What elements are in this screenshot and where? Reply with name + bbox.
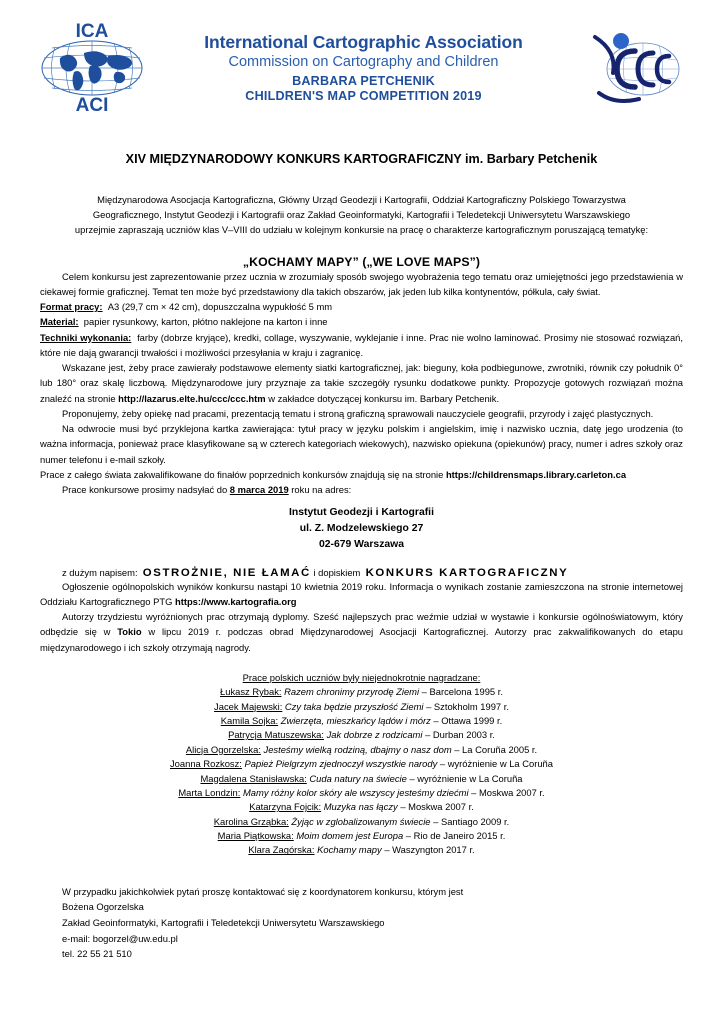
award-entry-name: Karolina Grząbka: xyxy=(213,815,289,827)
award-entry-work: Papież Pielgrzym zjednoczył wszystkie narody xyxy=(241,758,440,770)
caution-prefix: z dużym napisem: xyxy=(62,566,138,578)
deadline-prefix: Prace konkursowe prosimy nadsyłać do xyxy=(62,483,230,495)
deadline-date: 8 marca 2019 xyxy=(229,483,289,495)
award-entry-work: Zwierzęta, mieszkańcy lądów i mórz xyxy=(278,714,434,726)
award-entry xyxy=(40,743,683,757)
award-entry xyxy=(40,815,683,829)
ccc-logo xyxy=(583,27,683,109)
award-entry-place: – Sztokholm 1997 r. xyxy=(426,700,509,712)
lazarus-url[interactable]: http://lazarus.elte.hu/ccc/ccc.htm xyxy=(118,392,266,404)
award-entry-name: Kamila Sojka: xyxy=(220,714,279,726)
techniques-value: farby (dobrze kryjące), kredki, collage, wyszywanie, wyklejanie i inne. Prac nie wolno laminować. Prosimy nie stosować rozwiązań, które nie dają gwarancji trwałości i możliwości przesyłania w kraju i zagranicę. xyxy=(40,331,683,358)
kartografia-url[interactable]: https://www.kartografia.org xyxy=(174,595,297,607)
caution-middle: i dopiskiem xyxy=(313,566,361,578)
caution-text-primary: OSTROŻNIE, NIE ŁAMAĆ xyxy=(142,566,311,579)
award-entry-work: Jak dobrze z rodzicami xyxy=(323,729,426,741)
award-entry-work: Muzyka nas łączy xyxy=(321,801,401,813)
format-line xyxy=(40,299,683,314)
award-entry-place: – Moskwa 2007 r. xyxy=(471,786,545,798)
paragraph-goal: Celem konkursu jest zaprezentowanie przez ucznia w zrozumiały sposób swojego wyobrażenia tego tematu oraz umiejętności jego przedstawienia w ciekawej formie graficznej. Temat ten może być przedstawiony dla takich obszarów, jak jeden lub kilka kontynentów, półkula, cały świat. xyxy=(40,270,683,297)
award-entry-work: Jesteśmy wielką rodziną, dbajmy o nasz dom xyxy=(260,743,455,755)
techniques-line xyxy=(40,330,683,360)
paragraph-grid-text-1: Wskazane jest, żeby prace zawierały podstawowe elementy siatki kartograficznej, jak: bieguny, koła podbiegunowe, zwrotniki, równik czy południk 0° lub 180° oraz skalę liczbową. Międzynarodowe jury przyznaje za takie szczegóły rysunku dodatkowe punkty. Propozycje gotowych rozwiązań można znaleźć na stronie xyxy=(40,362,683,404)
award-entry-work: Żyjąc w zglobalizowanym świecie xyxy=(288,815,434,827)
document-header xyxy=(40,0,683,116)
awards-rows xyxy=(40,685,683,858)
award-entry-work: Czy taka będzie przyszłość Ziemi xyxy=(282,700,427,712)
award-entry-place: – La Coruña 2005 r. xyxy=(454,743,538,755)
award-entry xyxy=(40,843,683,857)
award-entry-place: – Durban 2003 r. xyxy=(425,729,495,741)
paragraph-worldwide xyxy=(40,467,683,482)
award-entry xyxy=(40,685,683,699)
deadline-line xyxy=(40,482,683,497)
contact-line-1: W przypadku jakichkolwiek pytań proszę kontaktować się z koordynatorem konkursu, którym jest xyxy=(62,885,464,897)
competition-theme: „KOCHAMY MAPY” („WE LOVE MAPS”) xyxy=(242,254,481,269)
address-line-3: 02-679 Warszawa xyxy=(318,539,405,551)
award-entry-place: – Rio de Janeiro 2015 r. xyxy=(405,830,506,842)
paragraph-supervision: Proponujemy, żeby opiekę nad pracami, prezentacją tematu i stroną graficzną sprawowali nauczyciele geografii, przyrody i zajęć plastycznych. xyxy=(62,407,654,419)
childrensmaps-url[interactable]: https://childrensmaps.library.carleton.ca xyxy=(445,468,627,480)
award-entry-place: – wyróżnienie w La Coruña xyxy=(439,758,553,770)
award-entry-name: Łukasz Rybak: xyxy=(220,686,282,698)
award-entry xyxy=(40,786,683,800)
paragraph-prizes-text-1: Autorzy trzydziestu wyróżnionych prac otrzymają dyplomy. Sześć najlepszych prac weźmie udział w wystawie i konkursie ogólnoświatowym, który odbędzie się w xyxy=(40,611,683,638)
award-entry-place: – Barcelona 1995 r. xyxy=(421,686,503,698)
award-entry xyxy=(40,772,683,786)
award-entry-name: Marta Londzin: xyxy=(178,786,241,798)
award-entry-place: – Ottawa 1999 r. xyxy=(433,714,503,726)
awards-list xyxy=(40,671,683,858)
paragraph-prizes xyxy=(40,609,683,655)
award-entry-name: Alicja Ogorzelska: xyxy=(185,743,261,755)
award-entry xyxy=(40,700,683,714)
award-entry-name: Maria Piątkowska: xyxy=(217,830,294,842)
address-line-2: ul. Z. Modzelewskiego 27 xyxy=(299,523,424,535)
package-marking-note xyxy=(40,567,683,579)
award-entry-name: Magdalena Stanisławska: xyxy=(200,772,307,784)
contact-email: e-mail: bogorzel@uw.edu.pl xyxy=(62,932,178,944)
contact-footer xyxy=(40,884,683,962)
paragraph-grid-text-2: w zakładce dotyczącej konkursu im. Barbary Petchenik. xyxy=(265,392,500,404)
award-entry xyxy=(40,714,683,728)
format-value: A3 (29,7 cm × 42 cm), dopuszczalna wypukłość 5 mm xyxy=(107,301,333,313)
ica-logo-bottom-label: ACI xyxy=(75,95,109,116)
competition-person: BARBARA PETCHENIK xyxy=(292,73,435,88)
caution-text-secondary: KONKURS KARTOGRAFICZNY xyxy=(365,566,569,579)
award-entry-work: Kochamy mapy xyxy=(314,844,385,856)
deadline-suffix: roku na adres: xyxy=(288,483,352,495)
ica-logo xyxy=(40,20,144,116)
award-entry-place: – Moskwa 2007 r. xyxy=(400,801,474,813)
intro-line-2: Geograficznego, Instytut Geodezji i Kartografii oraz Zakład Geoinformatyki, Kartografii i Teledetekcji Uniwersytetu Warszawskiego xyxy=(92,209,631,221)
host-city: Tokio xyxy=(117,626,142,638)
award-entry xyxy=(40,829,683,843)
techniques-label: Techniki wykonania: xyxy=(40,331,132,343)
award-entry xyxy=(40,800,683,814)
award-entry-work: Mamy różny kolor skóry ale wszyscy jesteśmy dziećmi xyxy=(240,786,472,798)
header-title-block xyxy=(150,33,577,103)
format-label: Format pracy: xyxy=(40,301,103,313)
award-entry-name: Katarzyna Fojcik: xyxy=(249,801,322,813)
contact-department: Zakład Geoinformatyki, Kartografii i Teledetekcji Uniwersytetu Warszawskiego xyxy=(62,917,385,929)
material-label: Material: xyxy=(40,316,79,328)
intro-line-3: uprzejmie zapraszają uczniów klas V–VIII do udziału w kolejnym konkursie na pracę o charakterze kartograficznym poruszającą tematykę: xyxy=(74,224,649,236)
award-entry-work: Cuda natury na świecie xyxy=(306,772,410,784)
page-title: XIV MIĘDZYNARODOWY KONKURS KARTOGRAFICZNY im. Barbary Petchenik xyxy=(125,152,598,166)
award-entry-name: Joanna Rozkosz: xyxy=(169,758,242,770)
paragraph-results-text: Ogłoszenie ogólnopolskich wyników konkursu nastąpi 10 kwietnia 2019 roku. Informacja o wynikach zostanie zamieszczona na stronie internetowej Oddziału Kartograficznego PTG xyxy=(40,580,683,607)
award-entry-place: – Waszyngton 2017 r. xyxy=(384,844,475,856)
paragraph-prizes-text-2: w lipcu 2019 r. podczas obrad Międzynarodowej Asocjacji Kartograficznej. Autorzy prac zakwalifikowanych do etapu międzynarodowego i ich szkoły otrzymają nagrody. xyxy=(40,626,684,653)
mailing-address xyxy=(40,505,683,553)
award-entry-name: Klara Zagórska: xyxy=(248,844,315,856)
award-entry-work: Razem chronimy przyrodę Ziemi xyxy=(281,686,422,698)
competition-name: CHILDREN'S MAP COMPETITION 2019 xyxy=(245,88,482,103)
paragraph-worldwide-text: Prace z całego świata zakwalifikowane do finałów poprzednich konkursów znajdują się na stronie xyxy=(40,468,446,480)
award-entry xyxy=(40,757,683,771)
award-entry-place: – wyróżnienie w La Coruña xyxy=(409,772,523,784)
material-value: papier rysunkowy, karton, płótno naklejone na karton i inne xyxy=(83,316,328,328)
awards-list-heading: Prace polskich uczniów były niejednokrotnie nagradzane: xyxy=(242,671,481,683)
material-line xyxy=(40,314,683,329)
award-entry-place: – Santiago 2009 r. xyxy=(433,815,510,827)
contact-phone: tel. 22 55 21 510 xyxy=(62,948,132,960)
paragraph-grid xyxy=(40,360,683,406)
intro-line-1: Międzynarodowa Asocjacja Kartograficzna, Główny Urząd Geodezji i Kartografii, Oddział Kartograficzny Polskiego Towarzystwa xyxy=(97,194,626,205)
intro-block xyxy=(40,192,683,238)
award-entry-name: Jacek Majewski: xyxy=(214,700,283,712)
commission-name: Commission on Cartography and Children xyxy=(228,53,499,70)
award-entry-work: Moim domem jest Europa xyxy=(293,830,406,842)
ica-logo-top-label: ICA xyxy=(75,21,109,42)
association-name: International Cartographic Association xyxy=(204,31,523,52)
award-entry xyxy=(40,728,683,742)
award-entry-name: Patrycja Matuszewska: xyxy=(228,729,324,741)
paragraph-results xyxy=(40,579,683,609)
contact-coordinator-name: Bożena Ogorzelska xyxy=(62,901,144,913)
address-line-1: Instytut Geodezji i Kartografii xyxy=(289,507,434,519)
paragraph-back-card: Na odwrocie musi być przyklejona kartka zawierająca: tytuł pracy w języku polskim i angielskim, imię i nazwisko ucznia, datę jego urodzenia (to ważna informacja, ponieważ prace klasyfikowane są w czterech kategoriach wiekowych), nazwisko opiekuna (opiekunów) pracy, numer i adres szkoły oraz numer telefonu i e-mail szkoły. xyxy=(40,423,683,465)
